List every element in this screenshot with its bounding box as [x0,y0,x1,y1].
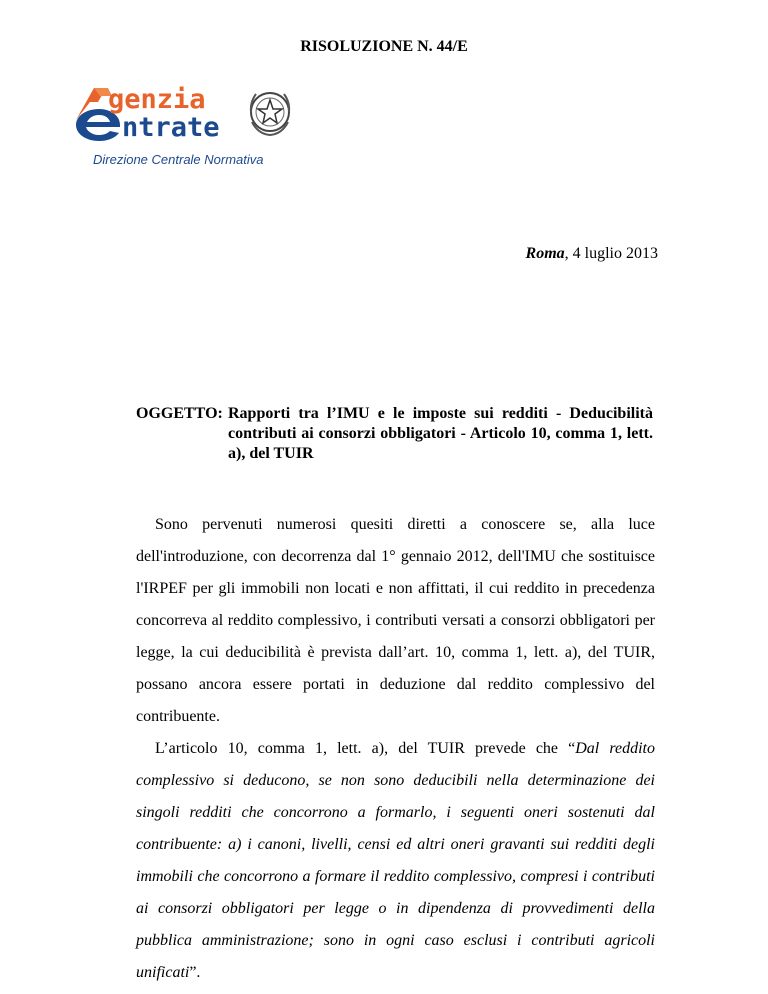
document-title: RISOLUZIONE N. 44/E [300,38,468,55]
italian-republic-emblem-icon [246,88,294,138]
logo-word-ntrate: ntrate [122,112,220,143]
subject-label: OGGETTO: [136,405,223,422]
paragraph-2-intro: L’articolo 10, comma 1, lett. a), del TUIR prevede che “ [155,740,576,757]
paragraph-2 [136,733,655,989]
document-date [526,245,658,263]
date-place: Roma [525,245,565,262]
department-name: Direzione Centrale Normativa [93,152,264,167]
paragraph-1: Sono pervenuti numerosi quesiti diretti a conoscere se, alla luce dell'introduzione, con decorrenza dal 1° gennaio 2012, dell'IMU che sostituisce l'IRPEF per gli immobili non locati e non affittati, il cui reddito in precedenza concorreva al reddito complessivo, i contributi versati a consorzi obbligatori per legge, la cui deducibilità è prevista dall’art. 10, comma 1, lett. a), del TUIR, possano ancora essere portati in deduzione dal reddito complessivo del contribuente. [136,516,655,725]
paragraph-2-end: ”. [189,964,201,981]
date-rest: , 4 luglio 2013 [564,245,658,262]
subject-text: Rapporti tra l’IMU e le imposte sui redditi - Deducibilità contributi ai consorzi obbligatori - Articolo 10, comma 1, lett. a), del TUIR [228,405,653,462]
logo-word-genzia: genzia [108,84,206,115]
document-body [136,509,655,989]
paragraph-2-quote: Dal reddito complessivo si deducono, se non sono deducibili nella determinazione dei singoli redditi che concorrono a formarlo, i seguenti oneri sostenuti dal contribuente: a) i canoni, livelli, censi ed altri oneri gravanti sui redditi degli immobili che concorrono a formare il reddito complessivo, compresi i contributi ai consorzi obbligatori per legge o in dipendenza di provvedimenti della pubblica amministrazione; sono in ogni caso esclusi i contributi agricoli unificati [136,740,656,981]
